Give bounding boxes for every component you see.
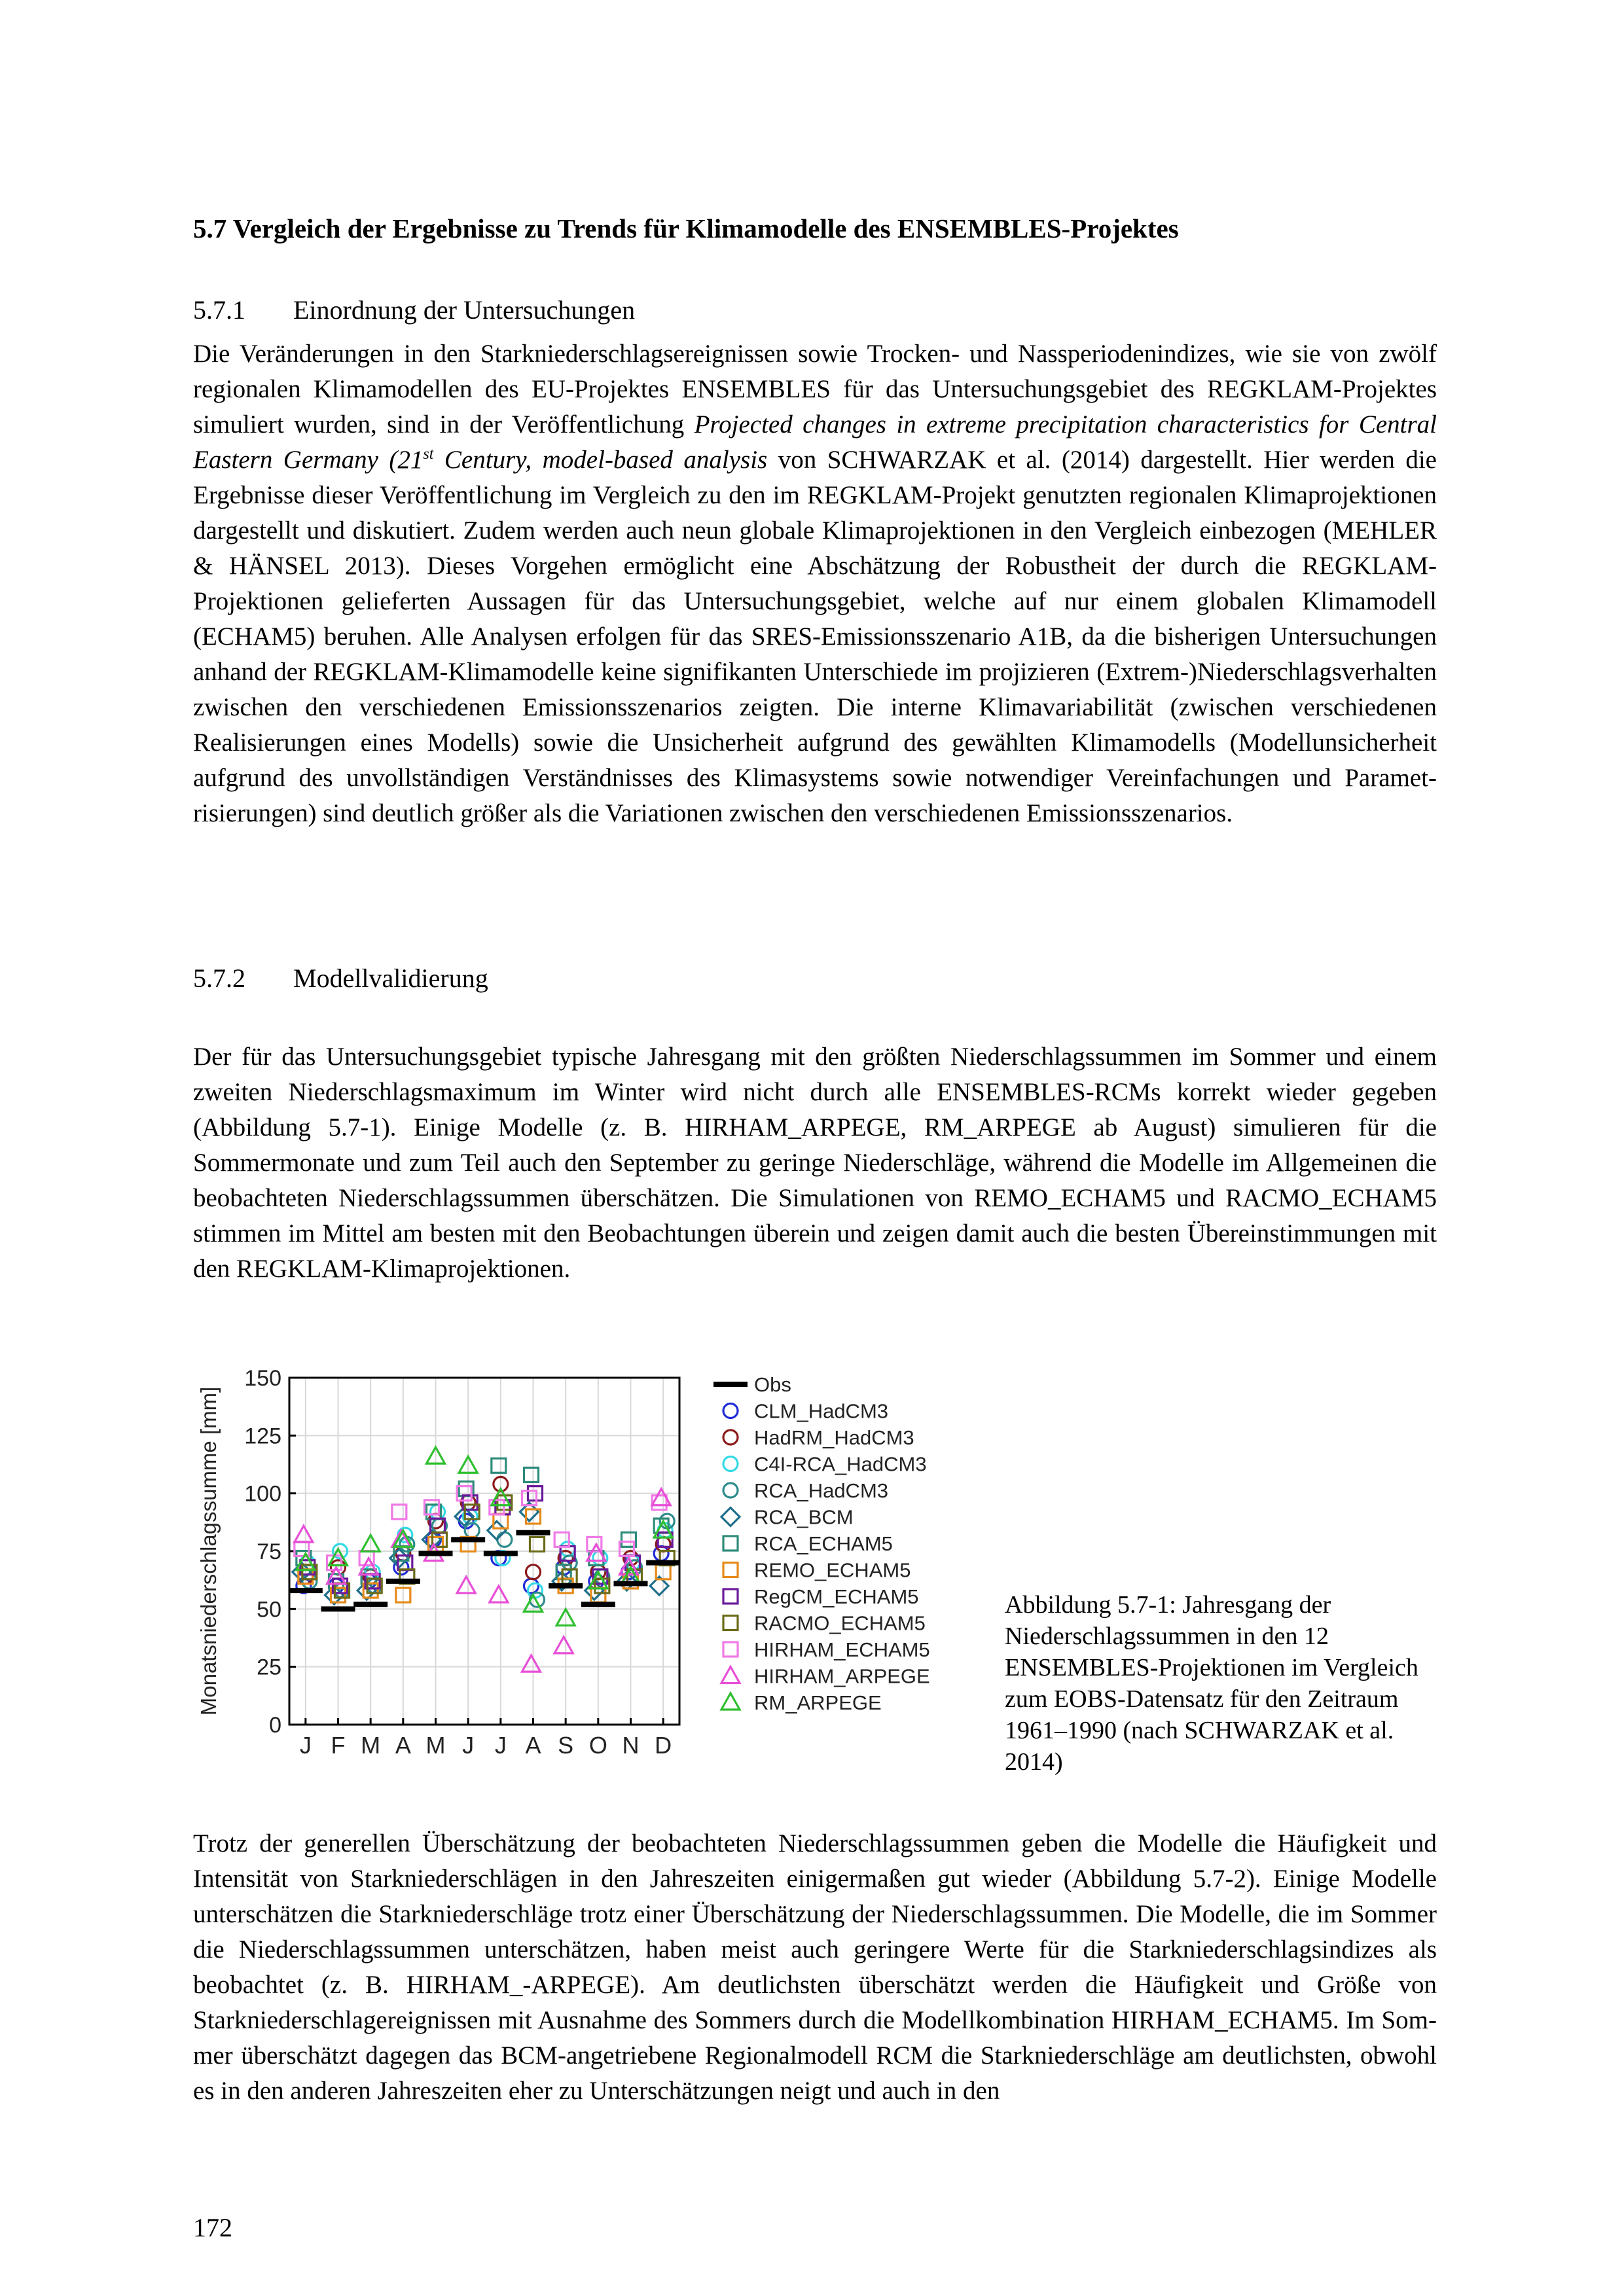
legend-label: RCA_ECHAM5 [754,1532,893,1555]
data-point-rca-bcm [488,1521,506,1539]
x-tick-label: S [558,1732,574,1759]
paragraph-modellvalidierung: Der für das Untersuchungsgebiet typische Jahresgang mit den größten Niederschlagssummen im Sommer und einem zweiten Niederschlagsmaximum im Winter wird nicht durch alle ENSEMBLES-RCMs korrekt wieder gegeben (Abbildung 5.7-1). Einige Modelle (z. B. HIRHAM_ARPEGE, RM_ARPEGE ab August) simulieren für die Sommermonate und zum Teil auch den September zu geringe Niederschläge, während die Modelle im Allgemeinen die beobachteten Niederschlagssummen überschätzen. Die Simulationen von REMO_ECHAM5 und RACMO_ECHAM5 stimmen im Mittel am besten mit den Beobachtungen überein und zeigen damit auch die besten Übereinstimmungen mit den REGKLAM-Klimaprojektionen. [193,1043,1437,1283]
precipitation-annual-cycle-chart [196,1365,969,1784]
legend-label: RCA_BCM [754,1505,854,1529]
y-tick-label: 25 [257,1655,281,1680]
data-point-c4i-rca-hadcm3 [560,1541,575,1556]
x-tick-label: J [462,1732,475,1759]
x-tick-label: A [525,1732,541,1759]
x-tick-label: J [299,1732,312,1759]
data-point-hirham-echam5 [392,1505,406,1519]
legend-marker-remo-echam5 [723,1563,738,1577]
legend-marker-hadrm-hadcm3 [723,1430,738,1444]
y-tick-label: 150 [244,1366,281,1391]
legend-marker-c4i-rca-hadcm3 [723,1457,738,1471]
data-point-rca-hadcm3 [497,1532,512,1547]
paragraph-text: von SCHWARZAK et al. (2014) dargestellt. Hier werden die Ergebnisse dieser Veröffentlichung im Vergleich zu den im REGKLAM-Projekt genutzten regionalen Klimaprojektionen dargestellt und diskutiert. Zudem werden auch neun globale Klimaprojektionen in den Vergleich einbezogen (MEHLER & HÄNSEL 2013). Dieses Vorgehen ermöglicht eine Abschätzung der Robustheit der durch die REGKLAM-Projektionen gelieferten Aussagen für das Untersuchungsgebiet, welche auf nur einem globalen Klimamodell (ECHAM5) beruhen. Alle Analysen erfolgen für das SRES-Emissionsszenario A1B, da die bisherigen Untersuchungen anhand der REGKLAM-Klimamodelle keine signifikanten Unterschiede im projizieren (Extrem-)Niederschlagsverhalten zwischen den verschiedenen Emissionsszenarios zeigten. Die interne Klimavariabilität (zwischen verschiedenen Realisierungen eines Modells) sowie die Unsicherheit aufgrund des gewählten Klimamodells (Modellunsicherheit aufgrund des unvollständigen Verständnisses des Klimasystems sowie notwendiger Vereinfachungen und Parametrisierungen) sind deutlich größer als die Variationen zwischen den verschiedenen Emissionsszenarios. [193,446,1437,827]
paragraph-einordnung [193,336,1437,831]
x-tick-label: J [494,1732,507,1759]
data-point-clm-hadcm3 [524,1579,539,1593]
legend-label: RACMO_ECHAM5 [754,1611,926,1635]
data-point-clm-hadcm3 [394,1560,408,1575]
legend-label: RCA_HadCM3 [754,1479,889,1502]
legend-marker-hirham-echam5 [723,1642,738,1657]
legend-label: HIRHAM_ECHAM5 [754,1638,930,1661]
data-point-hirham-arpege [457,1577,475,1593]
y-tick-label: 0 [269,1713,281,1738]
legend-label: REMO_ECHAM5 [754,1558,911,1582]
subsection-heading-5-7-2 [193,961,488,996]
x-tick-label: M [425,1732,446,1759]
legend-marker-rca-echam5 [723,1536,738,1551]
x-tick-label: A [395,1732,411,1759]
data-point-hirham-arpege [522,1655,541,1672]
subsection-number: 5.7.1 [193,295,245,325]
paragraph-starkniederschlaege: Trotz der generellen Überschätzung der beobachteten Niederschlagssummen geben die Modelle die Häufigkeit und Intensität von Starkniederschlägen in den Jahreszeiten einigermaßen gut wieder (Abbildung 5.7-2). Einige Modelle unterschätzen die Starkniederschläge trotz einer Überschätzung der Niederschlagssummen. Die Modelle, die im Sommer die Niederschlagssummen unterschätzen, haben meist auch geringere Werte für die Starkniederschlagsindizes als beobachtet (z. B. HIRHAM_-ARPEGE). Am deutlichsten überschätzt werden die Häufigkeit und Größe von Starkniederschlagereignissen mit Ausnahme des Sommers durch die Modellkombination HIRHAM_ECHAM5. Im Sommer überschätzt dagegen das BCM-angetriebene Regionalmodell RCM die Starkniederschläge am deutlichsten, obwohl es in den anderen Jahreszeiten eher zu Unterschätzungen neigt und auch in den [193,1829,1437,2105]
section-heading: 5.7 Vergleich der Ergebnisse zu Trends für Klimamodelle des ENSEMBLES-Projektes [193,213,1179,243]
subsection-heading-5-7-1 [193,293,635,328]
legend-marker-hirham-arpege [721,1667,740,1683]
x-tick-label: M [361,1732,381,1759]
legend-label: C4I-RCA_HadCM3 [754,1452,927,1476]
legend-marker-regcm-echam5 [723,1589,738,1604]
page-number: 172 [193,2213,232,2242]
data-point-c4i-rca-hadcm3 [431,1505,445,1519]
legend-label: HadRM_HadCM3 [754,1426,914,1449]
data-point-hirham-arpege [652,1489,670,1505]
legend-marker-clm-hadcm3 [723,1404,738,1418]
subsection-title: Einordnung der Untersuchungen [293,295,636,325]
legend-marker-rca-bcm [721,1508,740,1526]
y-axis-label: Monatsniederschlagssumme [mm] [196,1386,221,1716]
y-tick-label: 75 [257,1539,281,1564]
x-tick-label: F [331,1732,346,1759]
legend-marker-rca-hadcm3 [723,1483,738,1498]
ordinal-superscript: st [423,446,434,463]
legend-label: Obs [754,1373,791,1396]
y-tick-label: 50 [257,1597,281,1623]
data-point-racmo-echam5 [530,1537,545,1551]
legend-marker-rm-arpege [721,1693,740,1710]
subsection-title: Modellvalidierung [293,963,488,993]
legend-marker-racmo-echam5 [723,1616,738,1630]
publication-title-part: Century, model-based analysis [433,446,768,474]
y-tick-label: 100 [244,1481,281,1507]
figure-caption: Abbildung 5.7-1: Jahresgang der Niederschlagssummen in den 12 ENSEMBLES-Projektionen im Vergleich zum EOBS-Datensatz für den Zeitraum 1961–1990 (nach SCHWARZAK et al. 2014) [1005,1591,1418,1776]
data-point-rca-echam5 [524,1467,539,1482]
paragraph-text: Die Veränderungen in den Starkniederschlagsereignissen sowie Trocken- und Nassperiodenindizes, wie sie von zwölf regionalen Klimamodellen des EU-Projektes ENSEMBLES für das Untersuchungsgebiet des REGKLAM-Projektes simuliert wurden, sind in der Veröffentlichung [193,340,1437,439]
subsection-number: 5.7.2 [193,963,245,993]
publication-title-part: Projected changes in extreme precipitation characteristics for Central Eastern Germany (21 [193,410,1437,474]
legend-label: RM_ARPEGE [754,1691,882,1714]
data-point-rca-hadcm3 [530,1592,545,1607]
x-tick-label: D [655,1732,672,1759]
data-point-hirham-arpege [554,1637,573,1653]
data-point-rca-echam5 [492,1458,506,1473]
legend-label: RegCM_ECHAM5 [754,1585,919,1608]
x-tick-label: O [588,1732,607,1759]
y-tick-label: 125 [244,1424,281,1449]
data-point-hirham-arpege [295,1526,313,1542]
legend-label: HIRHAM_ARPEGE [754,1664,930,1688]
figure-5-7-1 [196,1365,969,1784]
data-point-hirham-arpege [490,1586,508,1602]
legend-label: CLM_HadCM3 [754,1399,889,1423]
x-tick-label: N [622,1732,640,1759]
